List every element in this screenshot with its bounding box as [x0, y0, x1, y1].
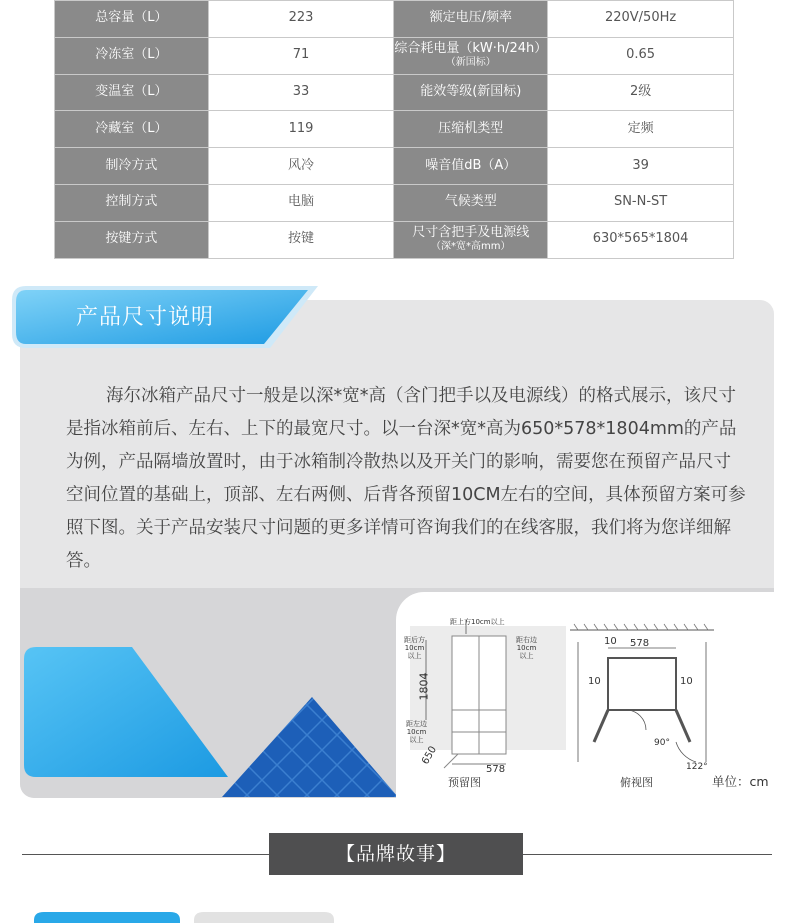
spec-key [394, 111, 548, 148]
spec-key-text: 按键方式 [105, 231, 158, 247]
spec-value-text: 2级 [629, 84, 652, 100]
spec-value [208, 74, 394, 111]
spec-key-text: 综合耗电量（kW·h/24h） [394, 41, 548, 57]
spec-value-text: 119 [288, 120, 314, 136]
right-note [516, 636, 537, 660]
spec-value [548, 184, 734, 221]
front-caption: 预留图 [448, 776, 481, 789]
top-note: 距上方10cm以上 [450, 618, 505, 626]
spec-key-text: 噪音值dB（A） [425, 157, 517, 173]
spec-key-subtext: （深*宽*高mm） [431, 241, 511, 253]
top-width-label: 578 [630, 638, 650, 649]
spec-key-text: 能效等级(新国标) [420, 84, 522, 100]
spec-key-text: 额定电压/频率 [429, 10, 512, 26]
spec-value-text: 39 [632, 157, 649, 173]
dimension-description: 海尔冰箱产品尺寸一般是以深*宽*高（含门把手以及电源线）的格式展示，该尺寸是指冰箱前后、左右、上下的最宽尺寸。以一台深*宽*高为650*578*1804mm的产品为例，产品隔墙放置时，由于冰箱制冷散热以及开关门的影响，需要您在预留产品尺寸空间位置的基础上，顶部、左右两侧、后背各预留10CM左右的空间，具体预留方案可参照下图。关于产品安装尺寸问题的更多详情可咨询我们的在线客服，我们将为您详细解答。 [66, 386, 746, 571]
spec-value [548, 148, 734, 185]
spec-key [55, 184, 209, 221]
top-caption: 俯视图 [620, 776, 653, 789]
spec-value-text: 220V/50Hz [604, 10, 677, 26]
spec-key-subtext: （新国标） [445, 57, 496, 69]
back-note-line: 以上 [407, 652, 422, 660]
depth-label: 650 [420, 744, 440, 767]
spec-value-text: 0.65 [626, 47, 656, 63]
spec-key [55, 74, 209, 111]
spec-key [55, 37, 209, 74]
spec-key-text: 压缩机类型 [438, 120, 504, 136]
spec-key [394, 221, 548, 258]
brand-story-title: 【品牌故事】 [269, 833, 523, 875]
spec-value-text: SN-N-ST [613, 194, 668, 210]
unit-label: 单位：cm [712, 774, 769, 789]
left-note-line: 距左边 [406, 720, 427, 728]
spec-row [55, 111, 734, 148]
section-title: 产品尺寸说明 [76, 305, 215, 330]
spec-value-text: 33 [292, 84, 310, 100]
gap-top-label: 10 [604, 636, 617, 647]
spec-value [208, 111, 394, 148]
spec-value [208, 1, 394, 38]
spec-value [548, 111, 734, 148]
bottom-tabs-preview [20, 880, 780, 923]
spec-value-text: 71 [292, 47, 310, 63]
spec-key [55, 221, 209, 258]
spec-value [208, 148, 394, 185]
spec-value [548, 74, 734, 111]
width-label: 578 [486, 764, 506, 775]
angle-a-label: 90° [654, 738, 670, 748]
spec-value [208, 37, 394, 74]
spec-row [55, 74, 734, 111]
gap-right-label: 10 [680, 676, 693, 687]
spec-value [208, 184, 394, 221]
spec-key-text: 总容量（L） [95, 10, 168, 26]
spec-row [55, 221, 734, 258]
spec-value-text: 按键 [288, 231, 315, 247]
right-note-line: 以上 [519, 652, 534, 660]
spec-key-text: 冷冻室（L） [95, 47, 168, 63]
back-note-line: 10cm [404, 644, 425, 652]
spec-value [548, 221, 734, 258]
spec-key [394, 1, 548, 38]
spec-key-text: 冷藏室（L） [95, 120, 168, 136]
height-label: 1804 [417, 672, 431, 701]
spec-key [55, 111, 209, 148]
spec-key [394, 184, 548, 221]
spec-value-text: 定频 [627, 120, 654, 136]
back-note-line: 距后方 [404, 636, 425, 644]
spec-row [55, 148, 734, 185]
spec-value [208, 221, 394, 258]
spec-key-text: 变温室（L） [95, 84, 168, 100]
spec-key [394, 37, 548, 74]
left-note-line: 以上 [409, 736, 424, 744]
back-note [404, 636, 425, 660]
spec-key-text: 气候类型 [444, 194, 497, 210]
spec-key [55, 148, 209, 185]
spec-row [55, 184, 734, 221]
spec-key-text: 制冷方式 [105, 157, 158, 173]
spec-value-text: 630*565*1804 [592, 231, 689, 247]
spec-value [548, 1, 734, 38]
decorative-shapes [22, 645, 402, 797]
installation-diagram [396, 592, 774, 798]
right-note-line: 距右边 [516, 636, 537, 644]
spec-value-text: 电脑 [288, 194, 315, 210]
right-note-line: 10cm [516, 644, 537, 652]
left-note-line: 10cm [406, 728, 427, 736]
left-note [406, 720, 427, 744]
spec-key-text: 尺寸含把手及电源线 [412, 225, 530, 241]
spec-row [55, 37, 734, 74]
spec-value-text: 223 [288, 10, 314, 26]
spec-value-text: 风冷 [288, 157, 315, 173]
spec-key [55, 1, 209, 38]
spec-key [394, 74, 548, 111]
spec-key-text: 控制方式 [105, 194, 158, 210]
gap-left-label: 10 [588, 676, 601, 687]
angle-b-label: 122° [686, 762, 708, 772]
spec-value [548, 37, 734, 74]
spec-row [55, 1, 734, 38]
spec-table [54, 0, 734, 259]
spec-key [394, 148, 548, 185]
